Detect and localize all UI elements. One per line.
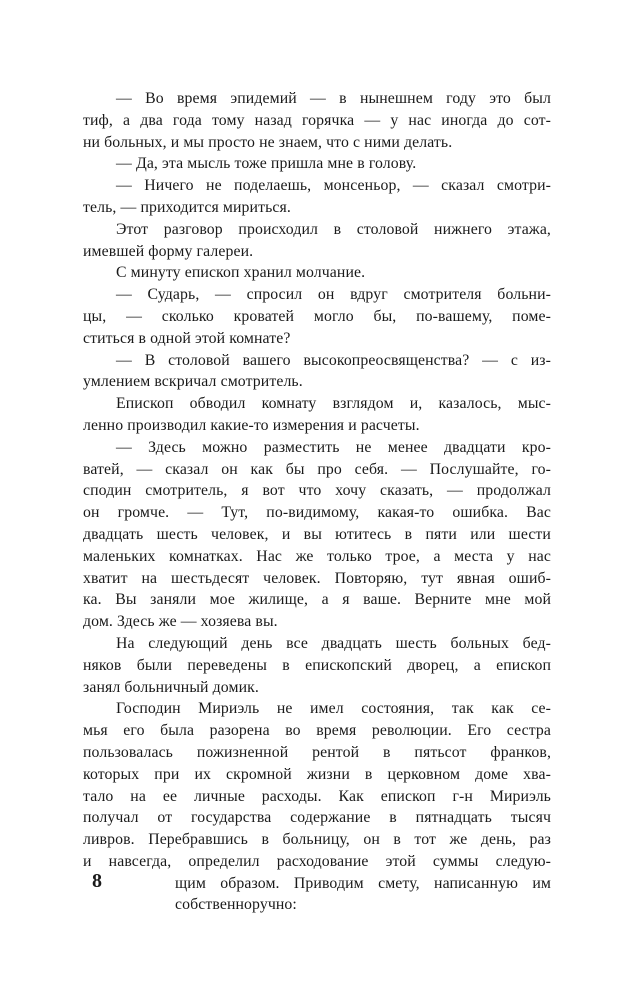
text-line: дом. Здесь же — хозяева вы. <box>83 613 278 631</box>
text-line: няков были переведены в епископский дворец, а епископ <box>83 656 551 674</box>
text-line: — В столовой вашего высокопреосвященства? — с из- <box>116 351 551 369</box>
text-line: пользовалась пожизненной рентой в пятьсот франков, <box>83 743 551 761</box>
text-line: На следующий день все двадцать шесть больных бед- <box>116 634 551 652</box>
paragraph <box>83 350 551 394</box>
text-line: имевшей форму галереи. <box>83 242 254 260</box>
text-line: занял больничный домик. <box>83 678 259 696</box>
text-line: получал от государства содержание в пятнадцать тысяч <box>83 809 551 827</box>
text-line: двадцать шесть человек, и вы ютитесь в пяти или шести <box>83 525 551 543</box>
text-line: хватит на шестьдесят человек. Повторяю, тут явная ошиб- <box>83 569 551 587</box>
text-line: — Здесь можно разместить не менее двадцати кро- <box>116 438 551 456</box>
paragraph <box>83 437 551 633</box>
text-line: ститься в одной этой комнате? <box>83 329 291 347</box>
paragraph <box>83 633 551 698</box>
text-line: тиф, а два года тому назад горячка — у нас иногда до сот- <box>83 111 551 129</box>
text-line: Этот разговор происходил в столовой нижнего этажа, <box>116 220 551 238</box>
text-line: ни больных, и мы просто не знаем, что с ними делать. <box>83 133 453 151</box>
text-line: Епископ обводил комнату взглядом и, казалось, мыс- <box>116 395 551 413</box>
text-line: маленьких комнатках. Нас же только трое, а места у нас <box>83 547 551 565</box>
text-line: Господин Мириэль не имел состояния, так как се- <box>116 700 551 718</box>
paragraph <box>83 262 551 284</box>
text-line: которых при их скромной жизни в церковном доме хва- <box>83 765 551 783</box>
paragraph <box>83 698 551 916</box>
text-line: умлением вскричал смотритель. <box>83 373 303 391</box>
text-line: щим образом. Приводим смету, написанную им <box>175 874 551 892</box>
text-line: он громче. — Тут, по-видимому, какая-то ошибка. Вас <box>83 504 551 522</box>
paragraph <box>83 284 551 349</box>
paragraph <box>83 88 551 153</box>
paragraph <box>83 153 551 175</box>
text-line: ка. Вы заняли мое жилище, а я ваше. Верните мне мой <box>83 591 551 609</box>
paragraph <box>83 393 551 437</box>
text-line: С минуту епископ хранил молчание. <box>116 264 366 282</box>
text-line: мья его была разорена во время революции. Его сестра <box>83 722 551 740</box>
text-line: ленно производил какие-то измерения и расчеты. <box>83 416 420 434</box>
text-line: — Сударь, — спросил он вдруг смотрителя больни- <box>116 286 551 304</box>
page-number: 8 <box>92 870 102 892</box>
text-line: ватей, — сказал он как бы про себя. — Послушайте, го- <box>83 460 551 478</box>
paragraph <box>83 219 551 263</box>
paragraph <box>83 175 551 219</box>
text-line: ливров. Перебравшись в больницу, он в тот же день, раз <box>83 831 551 849</box>
text-line: цы, — сколько кроватей могло бы, по-вашему, поме- <box>83 307 551 325</box>
text-line: сподин смотритель, я вот что хочу сказать, — продолжал <box>83 482 551 500</box>
text-line: — Ничего не поделаешь, монсеньор, — сказал смотри- <box>116 177 551 195</box>
text-line: — Во время эпидемий — в нынешнем году это был <box>116 90 551 107</box>
text-line: тало на ее личные расходы. Как епископ г-н Мириэль <box>83 787 551 805</box>
text-line: тель, — приходится мириться. <box>83 198 291 216</box>
text-line: собственноручно: <box>175 896 297 914</box>
text-line: и навсегда, определил расходование этой суммы следую- <box>83 852 551 870</box>
page-text <box>83 88 551 916</box>
text-line: — Да, эта мысль тоже пришла мне в голову. <box>116 155 417 173</box>
